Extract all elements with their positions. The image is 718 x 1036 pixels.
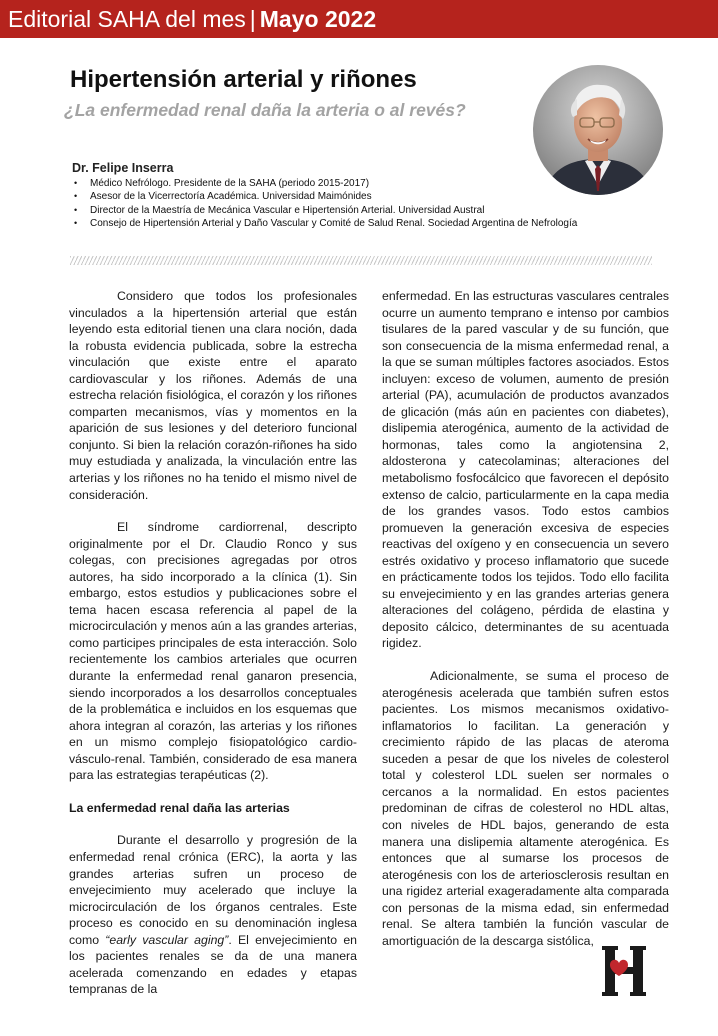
author-photo (533, 65, 663, 195)
article-title: Hipertensión arterial y riñones (70, 66, 417, 93)
banner-separator: | (249, 6, 256, 32)
section-heading: La enfermedad renal daña las arterias (69, 800, 290, 815)
banner-month: Mayo 2022 (259, 6, 377, 32)
body-paragraph (69, 832, 357, 997)
article-column-right (382, 288, 669, 949)
banner-section-label: Editorial SAHA del mes (8, 6, 246, 32)
author-role: • Consejo de Hipertensión Arterial y Daño Vascular y Comité de Salud Renal. Sociedad Argentina de Nefrología (72, 217, 577, 230)
article-subtitle: ¿La enfermedad renal daña la arteria o al revés? (64, 100, 466, 120)
saha-h-logo-icon (598, 944, 650, 998)
author-role: • Médico Nefrólogo. Presidente de la SAHA (periodo 2015-2017) (72, 177, 577, 190)
body-text: Durante el desarrollo y progresión de la enfermedad renal crónica (ERC), la aorta y las grandes arterias sufren un proceso de envejecimiento muy acelerado que incluye la microcirculación de los órganos centrales. Este proceso es conocido en su denominación inglesa como (69, 833, 357, 947)
body-paragraph: enfermedad. En las estructuras vasculares centrales ocurre un aumento temprano e intenso por cambios tisulares de la pared vascular y de su función, que son consecuencia de la misma enfermedad renal, a la que se suman múltiples factores asociados. Estos incluyen: exceso de volumen, aumento de presión arterial (PA), acumulación de productos avanzados de glicación (más aún en pacientes con diabetes), dislipemia aterogénica, aumento de la actividad de hormonas, tales como la angiotensina 2, aldosterona y catecolaminas; alteraciones del metabolismo fosfocálcico que favorecen el depósito extenso de calcio, particularmente en la capa media de los grandes vasos. Todo estos cambios promueven la generación excesiva de especies reactivas del oxígeno y en consecuencia un severo estrés oxidativo y proceso inflamatorio que sucede en prácticamente todos los tejidos. Todo ello facilita su envejecimiento y en las grandes arterias genera alteraciones del colágeno, pérdida de elastina y deposito cálcico, determinantes de su acentuada rigidez. (382, 289, 669, 651)
article-column-left (69, 288, 357, 998)
author-roles-list (72, 177, 577, 230)
emphasized-term: “early vascular aging” (105, 932, 229, 947)
author-portrait-image (533, 65, 663, 195)
body-text: . El envejecimiento en los pacientes renales se da de una manera acelerada comenzando en edades y etapas tempranas de la (69, 932, 357, 997)
saha-logo (598, 944, 650, 998)
author-role: • Director de la Maestría de Mecánica Vascular e Hipertensión Arterial. Universidad Austral (72, 204, 577, 217)
author-role: • Asesor de la Vicerrectoría Académica. Universidad Maimónides (72, 190, 577, 203)
banner-text (8, 4, 376, 34)
body-paragraph: El síndrome cardiorrenal, descripto originalmente por el Dr. Claudio Ronco y sus colegas, con precisiones agregadas por otros autores, ha sido incorporado a la clínica (1). Sin embargo, estos estudios y publicaciones sobre el tema hacen escasa referencia al papel de la microcirculación y menos aún a las grandes arterias, como participes principales de esta interacción. Solo recientemente los cambios arteriales que ocurren durante la enfermedad renal ganaron presencia, siendo incorporados a los desarrollos conceptuales de la problemática e incluidos en los esquemas que ahora integran al corazón, las arterias y los riñones en un mismo complejo fisiopatológico cardio-vásculo-renal. También, considerado de esa manera para las estrategias terapéuticas (2). (69, 520, 357, 783)
editorial-banner (0, 0, 718, 38)
body-paragraph: Adicionalmente, se suma el proceso de aterogénesis acelerada que también sufren estos pacientes. Los mismos mecanismos oxidativo-inflamatorios lo facilitan. La generación y crecimiento rápido de las placas de ateroma suceden a pesar de que los niveles de colesterol total y colesterol LDL suelen ser normales o cercanos a la normalidad. En estos pacientes predominan de cifras de colesterol no HDL altas, con niveles de HDL bajos, generando de esta manera una dislipemia altamente aterogénica. Es entonces que al sumarse los procesos de aterogénesis con los de arteriosclerosis resultan en una rigidez arterial exageradamente alta comparada con personas de la misma edad, sin enfermedad renal. Se altera también la función vascular de amortiguación de la descarga sistólica, (382, 669, 669, 948)
hatched-divider (70, 256, 652, 265)
author-name: Dr. Felipe Inserra (72, 161, 174, 175)
body-paragraph: Considero que todos los profesionales vinculados a la hipertensión arterial que están leyendo esta editorial tienen una clara noción, dada la robusta evidencia publicada, sobre la estrecha vinculación que existe entre el aparato cardiovascular y los riñones. Además de una estrecha relación fisiológica, el corazón y los riñones comparten mecanismos, vías y momentos en la aparición de sus lesiones y del deterioro funcional conjunto. Si bien la relación corazón-riñones ha sido muy estudiada y analizada, la vinculación entre las arterias y los riñones no ha tenido el mismo nivel de consideración. (69, 289, 357, 502)
